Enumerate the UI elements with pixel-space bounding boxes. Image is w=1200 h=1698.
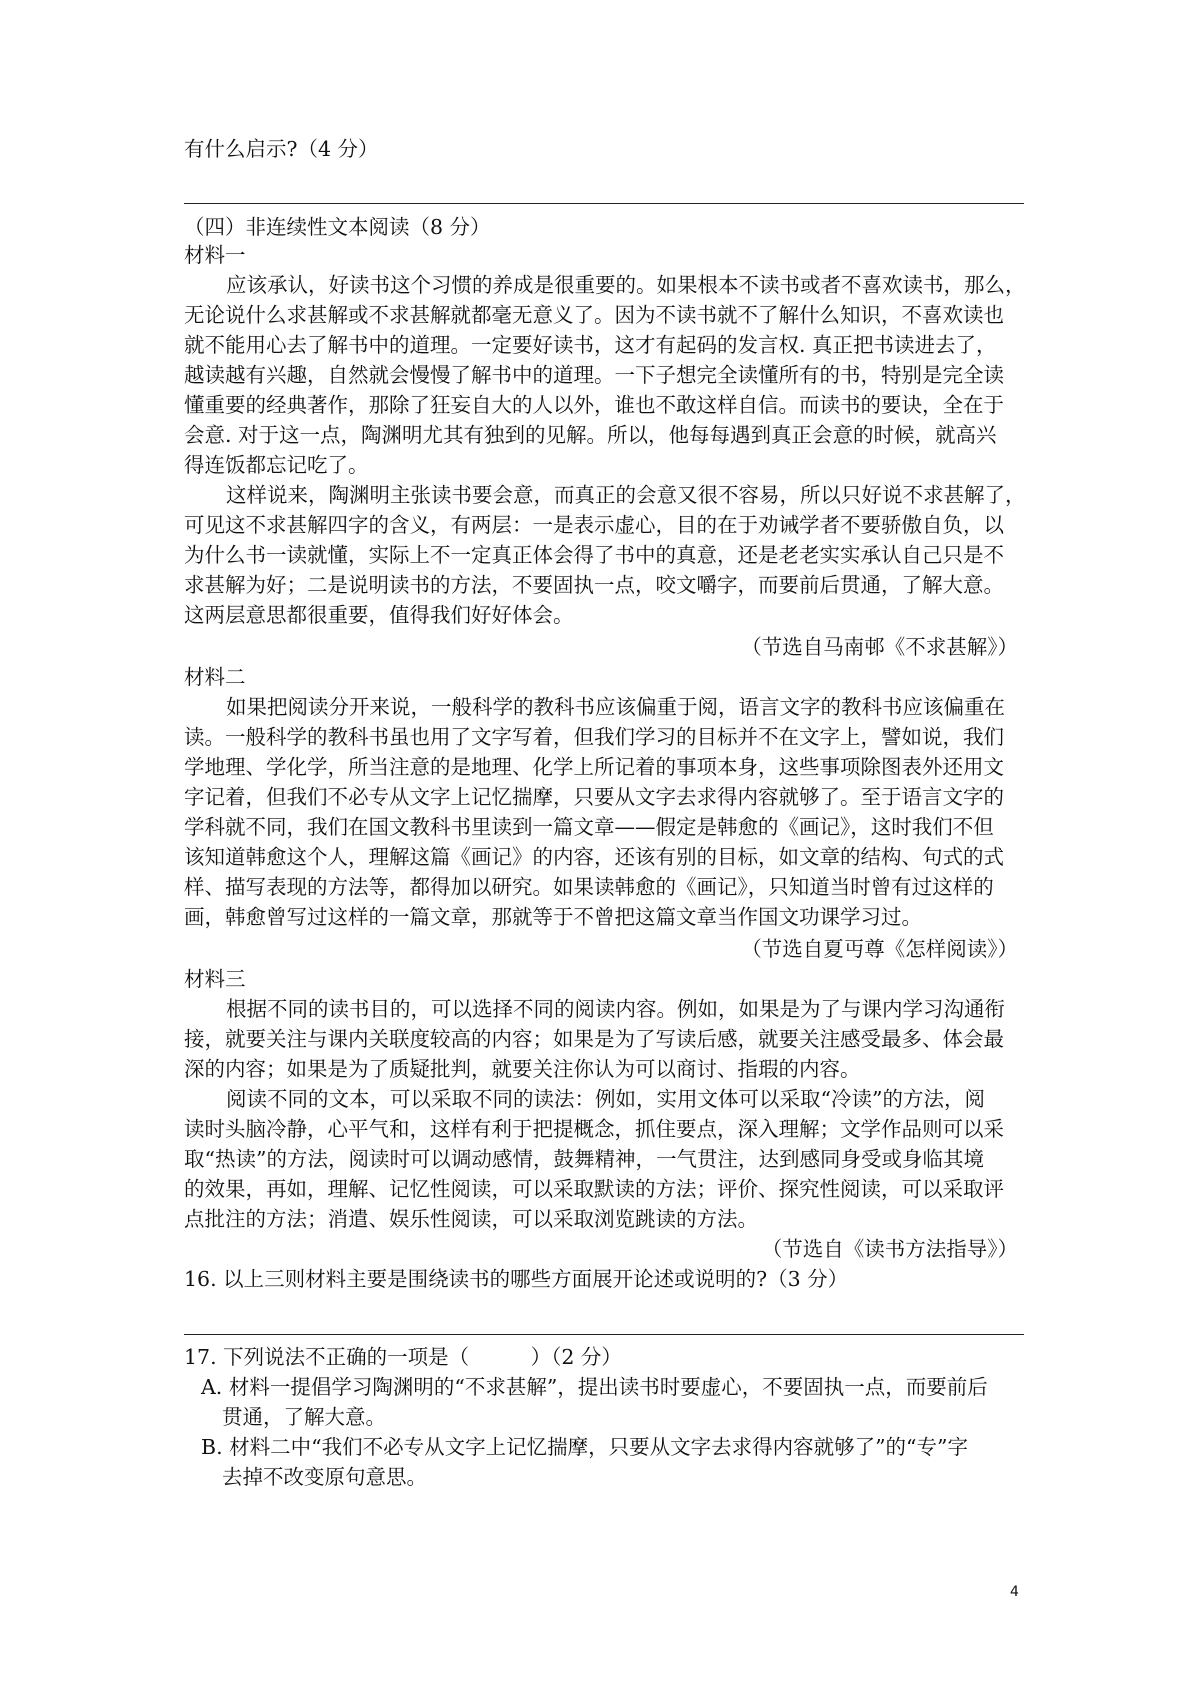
source-citation: （节选自夏丏尊《怎样阅读》） <box>741 937 1018 961</box>
option-b: B. 材料二中“我们不必专从文字上记忆揣摩，只要从文字去求得内容就够了”的“专”字 <box>201 1435 969 1459</box>
paragraph-line: 学地理、学化学，所当注意的是地理、化学上所记着的事项本身，这些事项除图表外还用文 <box>184 755 1004 779</box>
paragraph-line: 的效果，再如，理解、记忆性阅读，可以采取默读的方法；评价、探究性阅读，可以采取评 <box>184 1177 1004 1201</box>
paragraph-line: 读时头脑冷静，心平气和，这样有利于把提概念，抓住要点，深入理解；文学作品则可以采 <box>184 1117 1004 1141</box>
section-title: （四）非连续性文本阅读（8 分） <box>184 215 491 239</box>
paragraph-line: 应该承认，好读书这个习惯的养成是很重要的。如果根本不读书或者不喜欢读书，那么， <box>226 273 1026 297</box>
paragraph-line: 接，就要关注与课内关联度较高的内容；如果是为了写读后感，就要关注感受最多、体会最 <box>184 1027 1004 1051</box>
paragraph-line: 字记着，但我们不必专从文字上记忆揣摩，只要从文字去求得内容就够了。至于语言文字的 <box>184 785 1004 809</box>
paragraph-line: 为什么书一读就懂，实际上不一定真正体会得了书中的真意，还是老老实实承认自己只是不 <box>184 543 1004 567</box>
paragraph-line: 深的内容；如果是为了质疑批判，就要关注你认为可以商讨、指瑕的内容。 <box>184 1057 861 1081</box>
paragraph-line: 画，韩愈曾写过这样的一篇文章，那就等于不曾把这篇文章当作国文功课学习过。 <box>184 905 922 929</box>
page-number: 4 <box>1010 1584 1019 1600</box>
paragraph-line: 越读越有兴趣，自然就会慢慢了解书中的道理。一下子想完全读懂所有的书，特别是完全读 <box>184 363 1004 387</box>
paragraph-line: 懂重要的经典著作，那除了狂妄自大的人以外，谁也不敢这样自信。而读书的要诀，全在于 <box>184 393 1004 417</box>
paragraph-line: 这样说来，陶渊明主张读书要会意，而真正的会意又很不容易，所以只好说不求甚解了， <box>226 483 1026 507</box>
option-a-cont: 贯通，了解大意。 <box>222 1405 386 1429</box>
question-17: 17. 下列说法不正确的一项是（ ）（2 分） <box>184 1345 622 1369</box>
paragraph-line: 读。一般科学的教科书虽也用了文字写着，但我们学习的目标并不在文字上，譬如说，我们 <box>184 725 1004 749</box>
material-label: 材料一 <box>184 243 246 267</box>
paragraph-line: 学科就不同，我们在国文教科书里读到一篇文章——假定是韩愈的《画记》，这时我们不但 <box>184 815 994 839</box>
option-b-cont: 去掉不改变原句意思。 <box>222 1465 427 1489</box>
paragraph-line: 这两层意思都很重要，值得我们好好体会。 <box>184 603 574 627</box>
paragraph-line: 该知道韩愈这个人，理解这篇《画记》的内容，还该有别的目标，如文章的结构、句式的式 <box>184 845 1004 869</box>
paragraph-line: 阅读不同的文本，可以采取不同的读法：例如，实用文体可以采取“冷读”的方法，阅 <box>226 1087 985 1111</box>
paragraph-line: 求甚解为好；二是说明读书的方法，不要固执一点，咬文嚼字，而要前后贯通，了解大意。 <box>184 573 1004 597</box>
paragraph-line: 可见这不求甚解四字的含义，有两层：一是表示虚心，目的在于劝诫学者不要骄傲自负，以 <box>184 513 1004 537</box>
paragraph-line: 样、描写表现的方法等，都得加以研究。如果读韩愈的《画记》，只知道当时曾有过这样的 <box>184 875 994 899</box>
paragraph-line: 无论说什么求甚解或不求甚解就都毫无意义了。因为不读书就不了解什么知识，不喜欢读也 <box>184 303 1004 327</box>
paragraph-line: 就不能用心去了解书中的道理。一定要好读书，这才有起码的发言权. 真正把书读进去了， <box>184 333 997 357</box>
material-label: 材料二 <box>184 665 246 689</box>
paragraph-line: 点批注的方法；消遣、娱乐性阅读，可以采取浏览跳读的方法。 <box>184 1207 758 1231</box>
answer-line <box>184 1334 1024 1335</box>
paragraph-line: 得连饭都忘记吃了。 <box>184 453 369 477</box>
answer-line <box>184 203 1024 204</box>
paragraph-line: 会意. 对于这一点，陶渊明尤其有独到的见解。所以，他每每遇到真正会意的时候，就高兴 <box>184 423 997 447</box>
paragraph-line: 取“热读”的方法，阅读时可以调动感情，鼓舞精神，一气贯注，达到感同身受或身临其境 <box>184 1147 984 1171</box>
source-citation: （节选自《读书方法指导》） <box>761 1237 1018 1261</box>
paragraph-line: 根据不同的读书目的，可以选择不同的阅读内容。例如，如果是为了与课内学习沟通衔 <box>226 997 1005 1021</box>
source-citation: （节选自马南邨《不求甚解》） <box>741 635 1018 659</box>
question-16: 16. 以上三则材料主要是围绕读书的哪些方面展开论述或说明的?（3 分） <box>184 1267 849 1291</box>
option-a: A. 材料一提倡学习陶渊明的“不求甚解”，提出读书时要虚心，不要固执一点，而要前后 <box>201 1375 988 1399</box>
q15-tail: 有什么启示?（4 分） <box>184 137 379 161</box>
paragraph-line: 如果把阅读分开来说，一般科学的教科书应该偏重于阅，语言文字的教科书应该偏重在 <box>226 695 1005 719</box>
material-label: 材料三 <box>184 967 246 991</box>
